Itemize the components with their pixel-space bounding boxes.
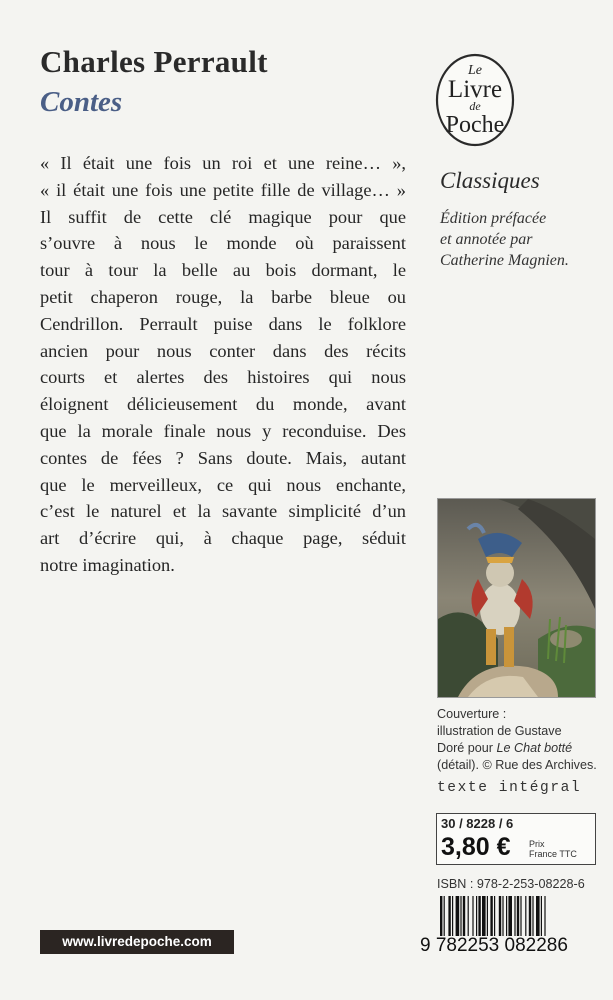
barcode-bar [482, 896, 486, 936]
blurb-line: courts et alertes des histoires qui nous [40, 367, 406, 388]
barcode-bar [529, 896, 531, 936]
price-note-line: France TTC [529, 849, 577, 859]
blurb-line: que le merveilleux, ce qui nous enchante, [40, 474, 406, 495]
barcode-bar [452, 896, 453, 936]
blurb-line: Cendrillon. Perrault puise dans le folklore [40, 313, 406, 334]
barcode-bar [494, 896, 495, 936]
barcode-bar [520, 896, 521, 936]
price-box [436, 813, 596, 865]
edition-line: Catherine Magnien. [440, 252, 569, 269]
barcode-bar [487, 896, 488, 936]
blurb-line: notre imagination. [40, 554, 175, 575]
credit-line: (détail). © Rue des Archives. [437, 758, 597, 772]
blurb-line: c’est le naturel et la savante simplicité d’un [40, 501, 406, 522]
series-name: Classiques [440, 168, 540, 193]
blurb-line: tour à tour la belle au bois dormant, le [40, 260, 406, 281]
cover-illustration-puss-in-boots [437, 498, 596, 698]
blurb-line: petit chaperon rouge, la barbe bleue ou [40, 286, 406, 307]
barcode-bar [532, 896, 533, 936]
blurb-line: contes de fées ? Sans doute. Mais, autant [40, 447, 406, 468]
barcode-bar [544, 896, 545, 936]
edition-note [440, 208, 610, 271]
integral-text-label: texte intégral [437, 780, 582, 796]
le-livre-de-poche-logo [434, 52, 516, 148]
blurb-line: « Il était une fois un roi et une reine… », [40, 153, 406, 173]
barcode-bar [444, 896, 445, 936]
barcode-bar [478, 896, 480, 936]
blurb-line: s’ouvre à nous le monde où paraissent [40, 233, 406, 254]
book-title: Contes [40, 86, 123, 118]
barcode-bar [476, 896, 477, 936]
blurb-line: art d’écrire qui, à chaque page, séduit [40, 528, 406, 549]
barcode-bars [420, 896, 602, 936]
barcode-bar [448, 896, 450, 936]
barcode-bar [506, 896, 507, 936]
blurb-line: « il était une fois une petite fille de village… » [40, 179, 406, 200]
blurb-line: Il suffit de cette clé magique pour que [40, 206, 406, 227]
product-code: 30 / 8228 / 6 [441, 816, 514, 831]
edition-line: Édition préfacée [440, 210, 547, 227]
barcode-bar [502, 896, 503, 936]
blurb-line: ancien pour nous conter dans des récits [40, 340, 406, 361]
barcode-bar [490, 896, 492, 936]
barcode-bar [517, 896, 519, 936]
price-note-line: Prix [529, 839, 545, 849]
website-url: www.livredepoche.com [40, 930, 234, 954]
credit-line: Couverture : [437, 707, 507, 721]
barcode-bar [456, 896, 460, 936]
barcode-bar [472, 896, 473, 936]
barcode-bar [468, 896, 469, 936]
cover-credit [437, 706, 607, 774]
logo-text-livre: Livre [447, 76, 503, 103]
barcode-bar [536, 896, 540, 936]
credit-line: illustration de Gustave [437, 724, 562, 738]
barcode-bar [460, 896, 461, 936]
barcode-number: 9 782253 082286 [420, 935, 568, 956]
barcode-bar [499, 896, 501, 936]
edition-line: et annotée par [440, 231, 533, 248]
logo-text-le: Le [468, 63, 482, 78]
logo-text-de: de [469, 99, 481, 113]
barcode-bar [541, 896, 542, 936]
credit-text: Doré pour [437, 741, 497, 755]
price-amount: 3,80 € [441, 833, 511, 861]
blurb-line: que la morale finale nous y reconduise. Des [40, 420, 406, 441]
author-name: Charles Perrault [40, 44, 268, 79]
blurb-line: éloignent délicieusement du monde, avant [40, 394, 406, 415]
price-note [529, 839, 577, 859]
credit-work-title: Le Chat botté [496, 741, 573, 755]
barcode-bar [508, 896, 512, 936]
logo-text-poche: Poche [445, 112, 505, 138]
back-cover-blurb [40, 150, 406, 579]
barcode-bar [463, 896, 465, 936]
credit-line [437, 740, 607, 757]
barcode-bar [440, 896, 442, 936]
barcode-bar [514, 896, 515, 936]
isbn-label: ISBN : 978-2-253-08228-6 [437, 877, 585, 891]
barcode-bar [525, 896, 526, 936]
